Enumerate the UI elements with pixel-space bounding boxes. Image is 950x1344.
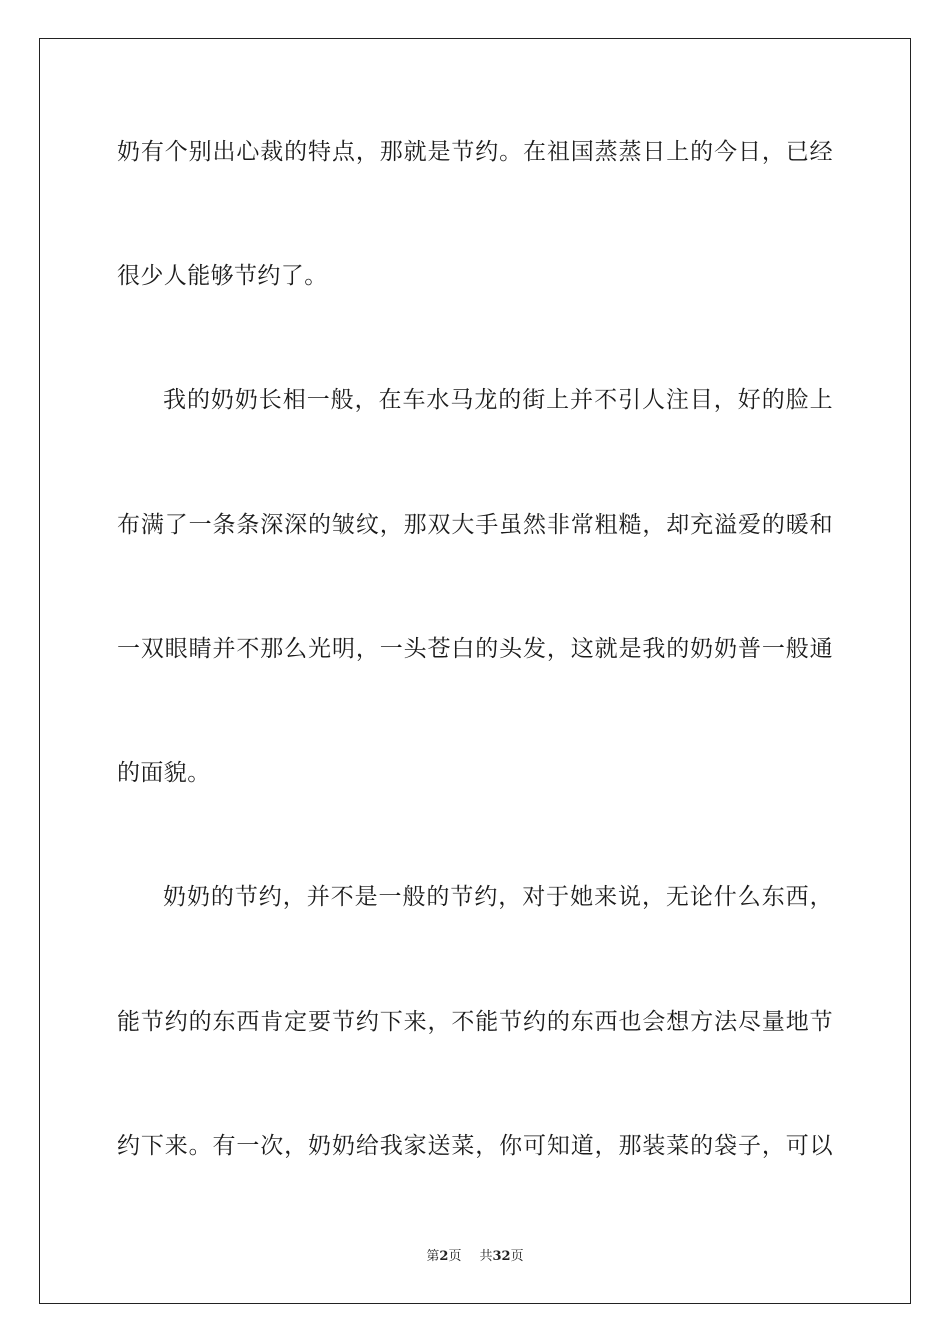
text-line-4: 布满了一条条深深的皱纹，那双大手虽然非常粗糙，却充溢爱的暖和 xyxy=(117,512,833,538)
text-line-2: 很少人能够节约了。 xyxy=(117,263,328,289)
text-line-1: 奶有个别出心裁的特点，那就是节约。在祖国蒸蒸日上的今日，已经 xyxy=(117,139,833,165)
text-line-8: 能节约的东西肯定要节约下来，不能节约的东西也会想方法尽量地节 xyxy=(117,1009,833,1035)
text-line-7: 奶奶的节约，并不是一般的节约，对于她来说，无论什么东西， xyxy=(163,884,833,910)
page-suffix: 页 xyxy=(448,1249,462,1264)
text-line-3: 我的奶奶长相一般，在车水马龙的街上并不引人注目，好的脸上 xyxy=(163,387,833,413)
text-line-6: 的面貌。 xyxy=(117,760,211,786)
page-frame xyxy=(39,38,911,1304)
text-line-9: 约下来。有一次，奶奶给我家送菜，你可知道，那装菜的袋子，可以 xyxy=(117,1133,833,1159)
page-footer xyxy=(0,1248,950,1266)
total-suffix: 页 xyxy=(510,1249,524,1264)
current-page-number: 2 xyxy=(439,1249,449,1264)
total-prefix: 共 xyxy=(479,1249,493,1264)
page-prefix: 第 xyxy=(426,1249,440,1264)
text-line-5: 一双眼睛并不那么光明，一头苍白的头发，这就是我的奶奶普一般通 xyxy=(117,636,833,662)
total-page-count: 32 xyxy=(492,1249,511,1264)
